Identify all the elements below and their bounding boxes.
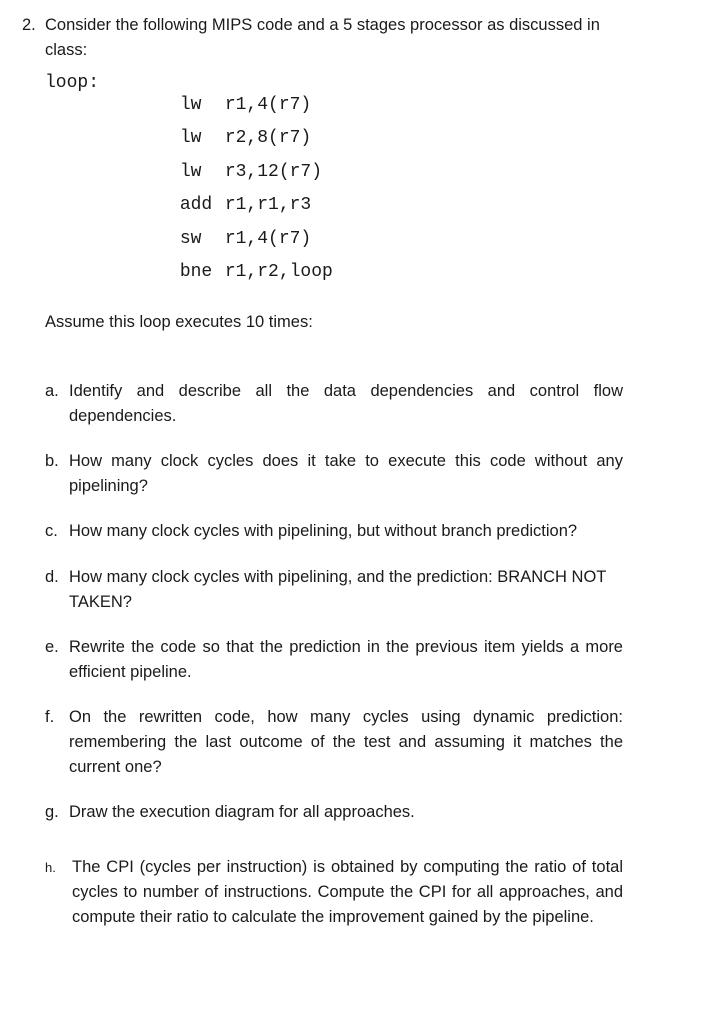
list-item [45,379,623,429]
code-args: r1,r2,loop [224,262,333,282]
item-text: Rewrite the code so that the prediction in the previous item yields a more efficient pipeline. [69,638,623,681]
code-args: r3,12(r7) [224,162,323,182]
code-args: r2,8(r7) [224,128,312,148]
item-text: Draw the execution diagram for all approaches. [69,803,415,821]
item-marker: h. [45,860,56,875]
list-item [45,800,623,825]
code-op: bne [179,262,213,282]
code-label: loop: [45,73,100,93]
item-marker: f. [45,708,55,726]
code-op: add [179,195,213,215]
item-marker: c. [45,522,58,540]
item-marker: g. [45,803,59,821]
item-text: On the rewritten code, how many cycles using dynamic prediction: remembering the last outcome of the test and assuming it matches the current one? [69,708,623,776]
code-op: lw [179,95,202,115]
list-item [45,449,623,499]
question-header [22,13,632,63]
code-args: r1,4(r7) [224,95,312,115]
item-marker: d. [45,568,59,586]
code-line [115,239,333,305]
assumption-text: Assume this loop executes 10 times: [45,313,313,331]
list-item [45,635,623,685]
list-item [45,855,623,930]
code-op: sw [179,229,202,249]
code-op: lw [179,162,202,182]
item-text: How many clock cycles does it take to execute this code without any pipelining? [69,452,623,495]
code-args: r1,r1,r3 [224,195,312,215]
item-marker: b. [45,452,59,470]
list-item [45,565,623,615]
list-item [45,519,623,544]
item-text: How many clock cycles with pipelining, and the prediction: BRANCH NOT TAKEN? [69,568,607,611]
code-op: lw [179,128,202,148]
question-number: 2. [22,16,36,34]
list-item [45,705,623,780]
item-text: Identify and describe all the data dependencies and control flow dependencies. [69,382,623,425]
item-marker: e. [45,638,59,656]
item-text: The CPI (cycles per instruction) is obtained by computing the ratio of total cycles to number of instructions. Compute the CPI for all approaches, and compute their ratio to calculate the improvement gained by the pipeline. [72,858,623,926]
item-marker: a. [45,382,59,400]
code-args: r1,4(r7) [224,229,312,249]
question-text: Consider the following MIPS code and a 5 stages processor as discussed in class: [45,16,600,59]
item-text: How many clock cycles with pipelining, but without branch prediction? [69,522,578,540]
